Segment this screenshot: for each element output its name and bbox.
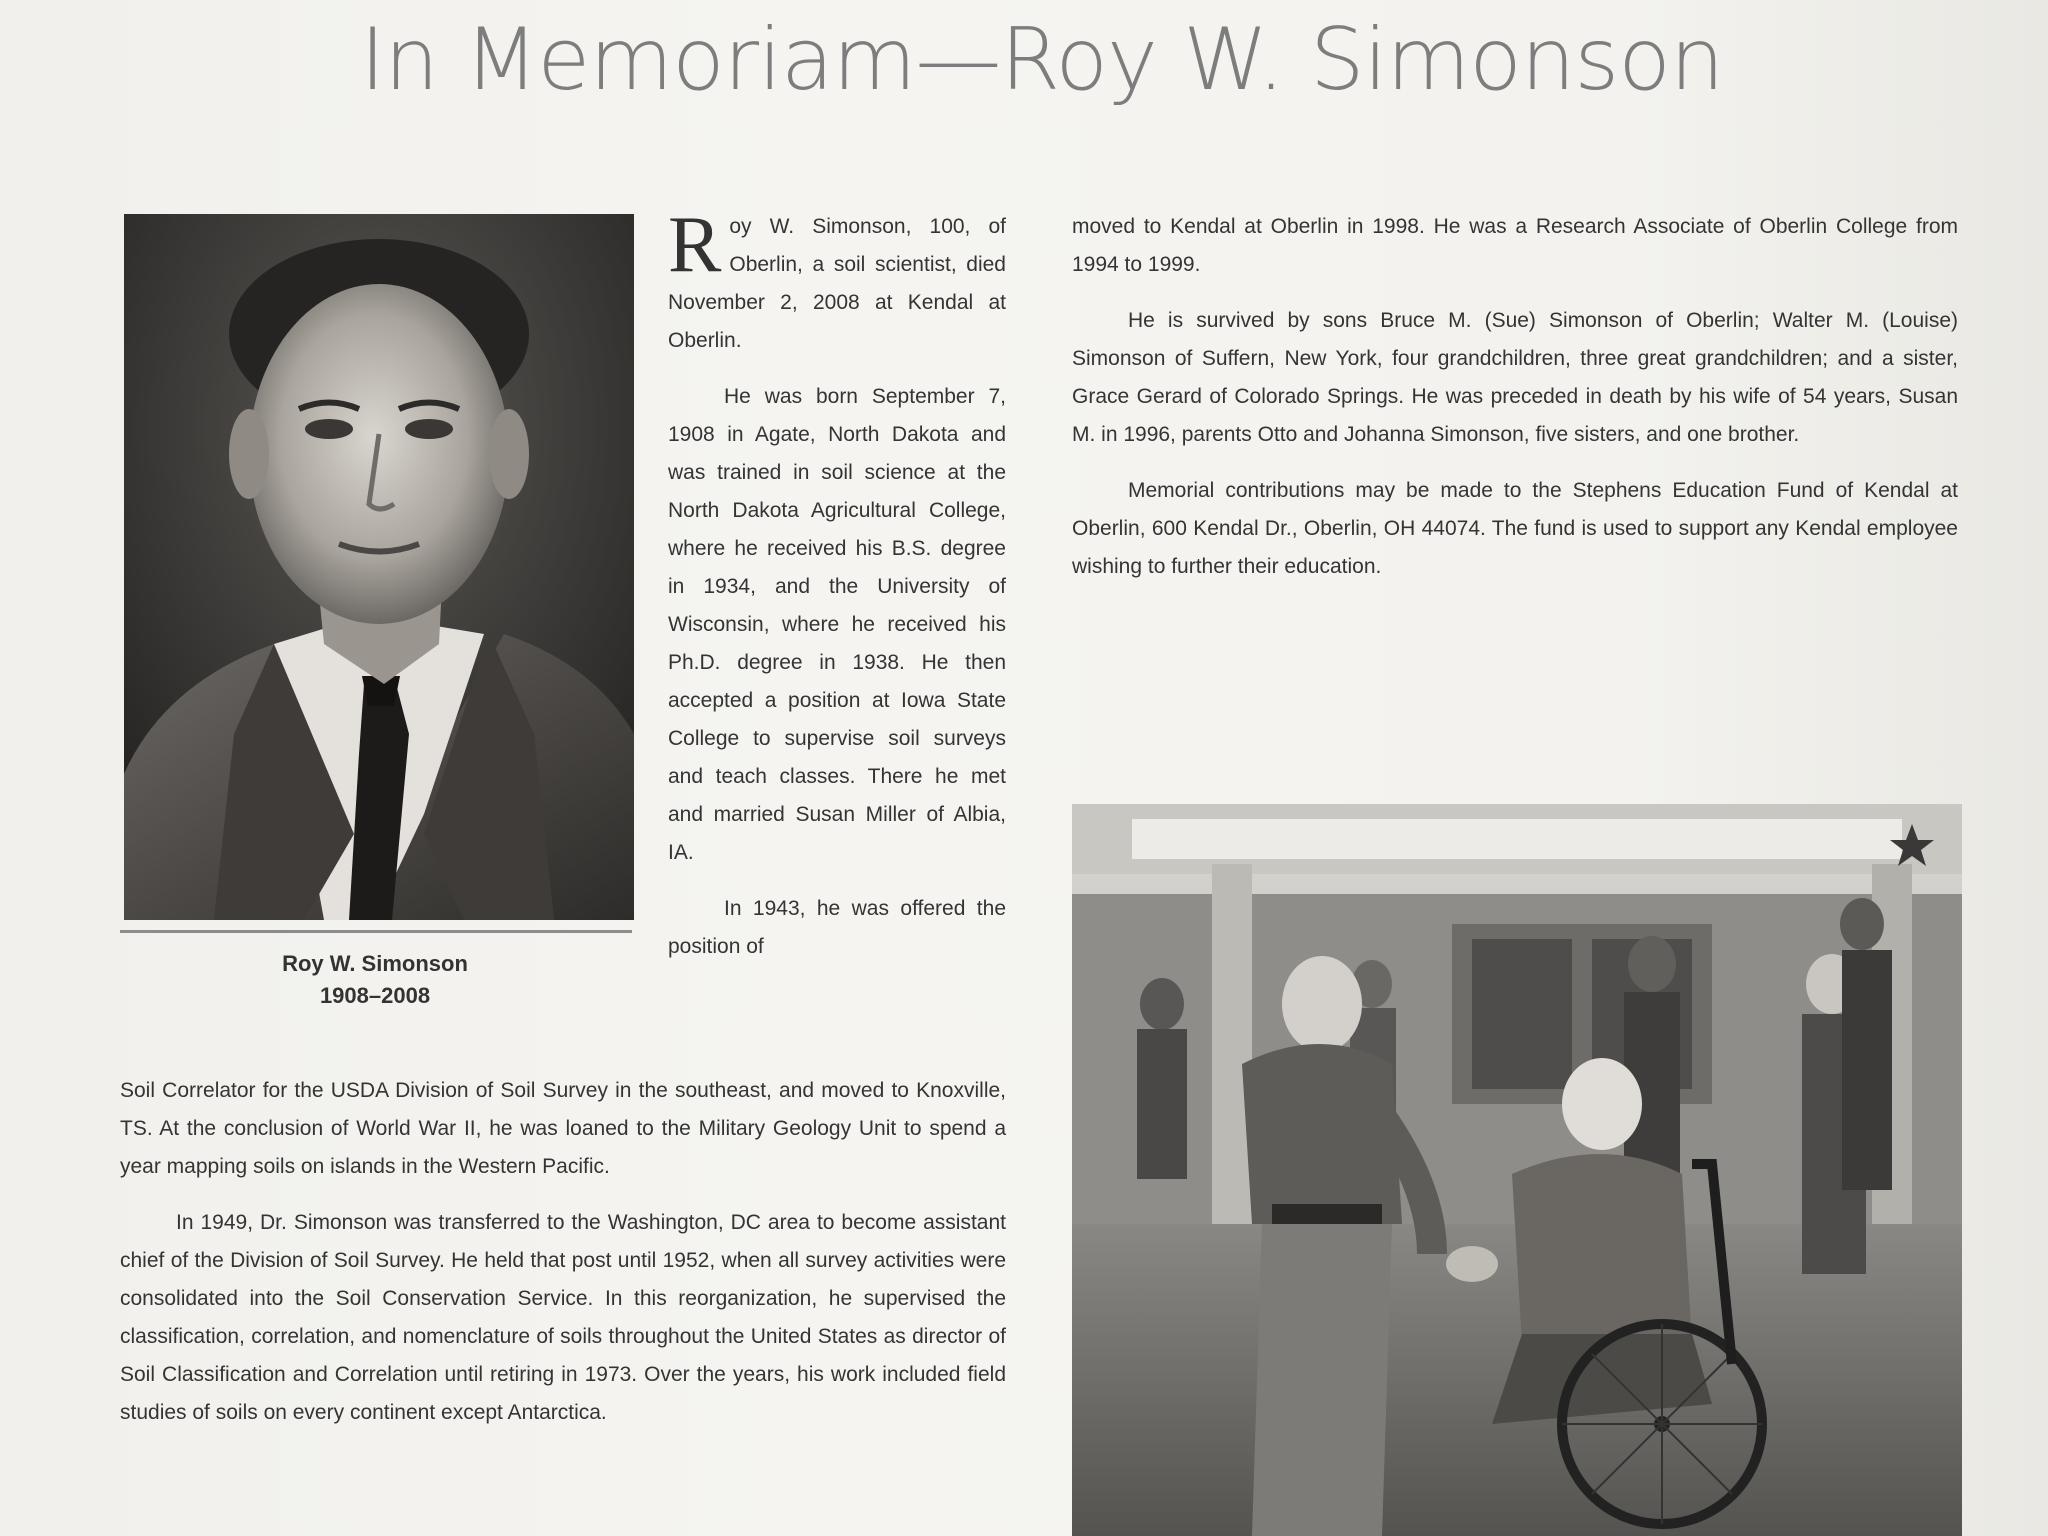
photo-rule [120,930,632,933]
article-column-lower [120,1072,1006,1432]
drop-cap: R [668,201,722,289]
event-photo [1072,804,1962,1536]
paragraph-memorial: Memorial contributions may be made to the Stephens Education Fund of Kendal at Oberlin, 600 Kendal Dr., Oberlin, OH 44074. The fund is used to support any Kendal employee wishing to further their education. [1072,479,1958,578]
paragraph-survivors: He is survived by sons Bruce M. (Sue) Simonson of Oberlin; Walter M. (Louise) Simonson of Suffern, New York, four grandchildren, three great grandchildren; and a sister, Grace Gerard of Colorado Springs. He was preceded in death by his wife of 54 years, Susan M. in 1996, parents Otto and Johanna Simonson, five sisters, and one brother. [1072,309,1958,446]
paragraph-intro-text: oy W. Simonson, 100, of Oberlin, a soil scientist, died November 2, 2008 at Kendal at Oberlin. [668,215,1006,352]
portrait-caption [170,948,580,1012]
paragraph-intro [668,201,1006,360]
caption-name: Roy W. Simonson [282,951,468,976]
portrait-photo [124,214,634,920]
caption-years: 1908–2008 [319,983,431,1008]
paragraph-birth: He was born September 7, 1908 in Agate, North Dakota and was trained in soil science at the North Dakota Agricultural College, where he received his B.S. degree in 1934, and the University of Wisconsin, where he received his Ph.D. degree in 1938. He then accepted a position at Iowa State College to supervise soil surveys and teach classes. There he met and married Susan Miller of Albia, IA. [668,385,1006,864]
paragraph-1943-continued: Soil Correlator for the USDA Division of Soil Survey in the southeast, and moved to Knoxville, TS. At the conclusion of World War II, he was loaned to the Military Geology Unit to spend a year mapping soils on islands in the Western Pacific. [120,1079,1006,1178]
paragraph-1943-start: In 1943, he was offered the position of [668,897,1006,958]
paragraph-1949: In 1949, Dr. Simonson was transferred to the Washington, DC area to become assistant chief of the Division of Soil Survey. He held that post until 1952, when all survey activities were consolidated into the Soil Conservation Service. In this reorganization, he supervised the classification, correlation, and nomenclature of soils throughout the United States as director of Soil Classification and Correlation until retiring in 1973. Over the years, his work included field studies of soils on every continent except Antarctica. [120,1211,1006,1424]
page-title: In Memoriam—Roy W. Simonson [360,10,1724,110]
article-column-right [1072,208,1958,586]
article-column-narrow [668,201,1006,966]
paragraph-kendal: moved to Kendal at Oberlin in 1998. He was a Research Associate of Oberlin College from 1994 to 1999. [1072,215,1958,276]
